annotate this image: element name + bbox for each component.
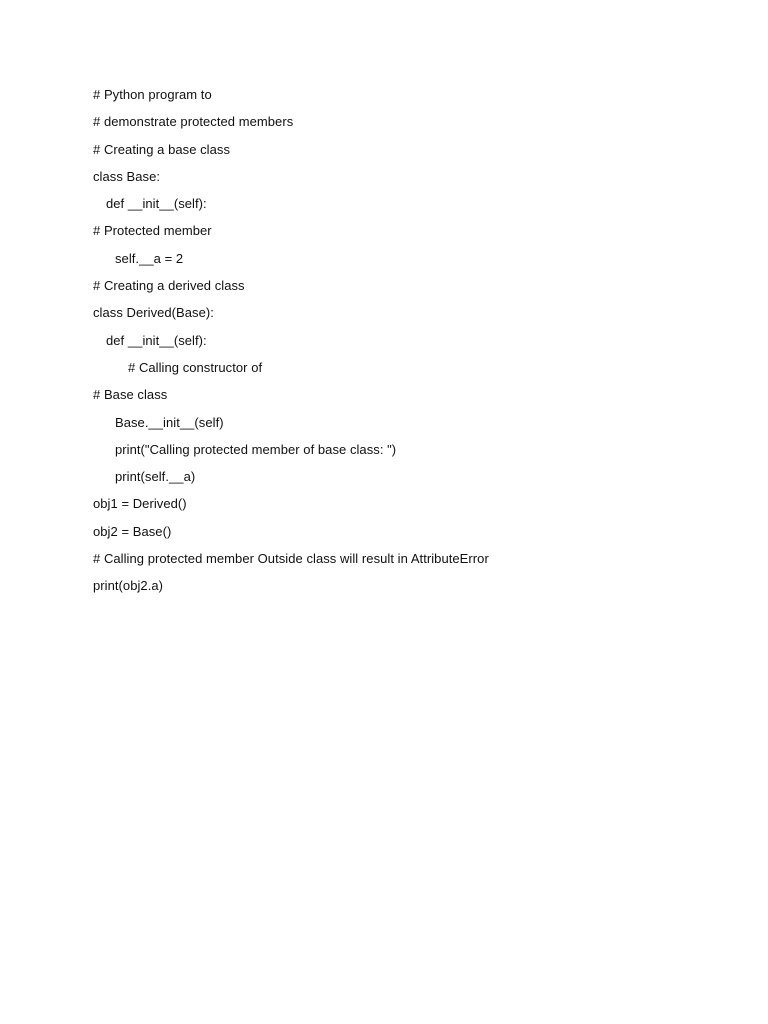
code-line: print("Calling protected member of base class: ") [115,441,397,457]
code-line: def __init__(self): [106,332,207,348]
code-line: class Base: [93,168,161,184]
code-line: # demonstrate protected members [93,114,294,130]
code-line: # Creating a derived class [93,278,245,294]
code-line: # Protected member [93,223,212,239]
code-line: obj1 = Derived() [93,496,187,512]
code-line: def __init__(self): [106,196,207,212]
code-line: # Base class [93,387,168,403]
code-line: self.__a = 2 [115,250,184,266]
code-line: print(obj2.a) [93,578,164,594]
code-listing [93,85,733,604]
code-line: # Creating a base class [93,141,231,157]
code-line: class Derived(Base): [93,305,214,321]
code-line: # Calling protected member Outside class will result in AttributeError [93,551,489,567]
code-line: obj2 = Base() [93,523,172,539]
code-line: Base.__init__(self) [115,414,224,430]
code-line: print(self.__a) [115,469,196,485]
code-line: # Python program to [93,87,212,102]
code-line: # Calling constructor of [128,359,263,375]
